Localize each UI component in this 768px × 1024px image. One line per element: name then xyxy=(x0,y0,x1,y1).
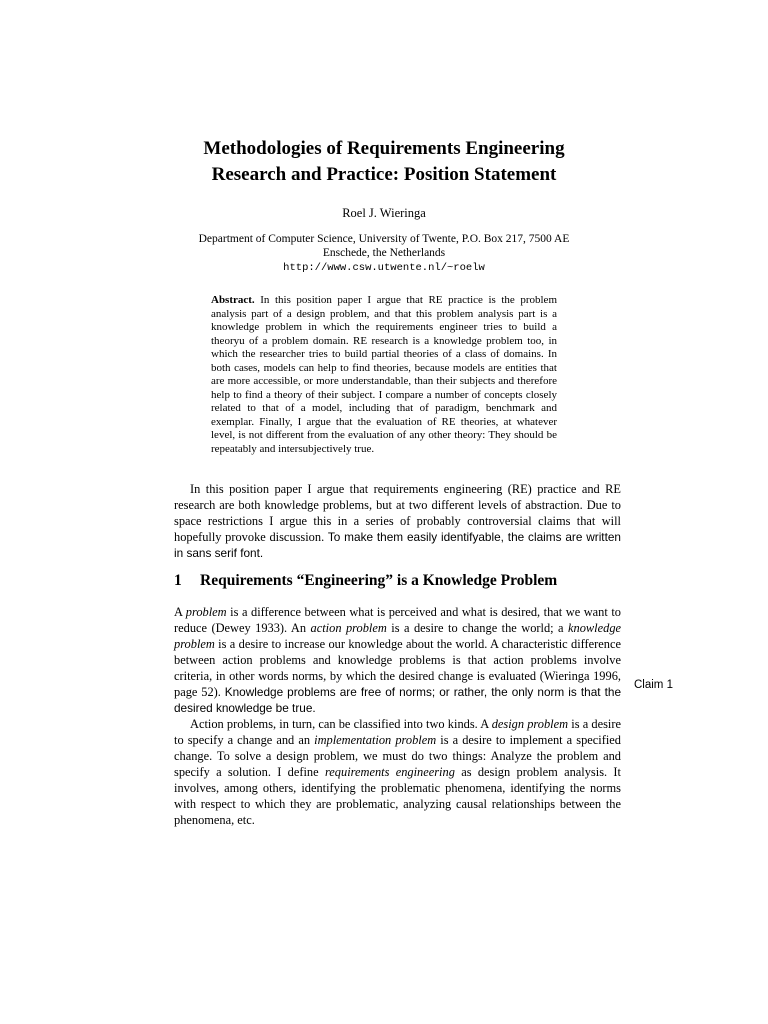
affiliation xyxy=(140,232,628,275)
paragraph-action-problems xyxy=(174,716,621,828)
term-implementation-problem: implementation problem xyxy=(314,733,437,747)
section-1-number: 1 xyxy=(174,572,182,589)
para1-text-4: is a desire to increase our knowledge about the world. A characteristic difference between action problems and knowledge problems is that action problems involve criteria, in other words norms, by which the desired change is evaluated (Wieringa 1996, page 52). xyxy=(174,637,621,699)
homepage-url[interactable]: http://www.csw.utwente.nl/~roelw xyxy=(283,262,485,274)
affiliation-line-2 xyxy=(140,246,628,275)
abstract xyxy=(211,294,557,456)
para1-text-1: A xyxy=(174,605,186,619)
paper-title xyxy=(120,136,648,188)
term-problem: problem xyxy=(185,605,227,619)
title-line-2: Research and Practice: Position Statement xyxy=(211,164,557,185)
abstract-text: In this position paper I argue that RE practice is the problem analysis part of a design problem, and that this problem analysis part is a knowledge problem in which the requirements engineer tries to build a theoryu of a problem domain. RE research is a knowledge problem too, in which the researcher tries to build partial theories of a class of domains. In both cases, models can help to find theories, because models are entities that are more accessible, or more understandable, than their subjects and therefore help to find a theory of their subject. I compare a number of concepts closely related to that of a model, including that of paradigm, benchmark and exemplar. Finally, I argue that the evaluation of RE theories, at whatever level, is not different from the evaluation of any other theory: They should be repeatably and intersubjectively true. xyxy=(211,294,557,455)
intro-text: In this position paper I argue that requirements engineering (RE) practice and RE research are both knowledge problems, but at two different levels of abstraction. Due to space restrictions I argue this in a series of probably controversial claims that will hopefully provoke discussion. xyxy=(174,482,621,544)
paragraph-problems xyxy=(174,604,621,716)
intro-paragraph xyxy=(174,481,621,561)
abstract-label: Abstract. xyxy=(211,294,255,306)
term-action-problem: action problem xyxy=(310,621,387,635)
term-requirements-engineering: requirements engineering xyxy=(324,765,455,779)
affiliation-line-1: Department of Computer Science, University of Twente, P.O. Box 217, 7500 AE xyxy=(198,233,570,245)
para2-text-4: as design problem analysis. It involves, among others, identifying the problematic phenomena, identifying the norms with respect to which they are problematic, analyzing causal relationships between the phenomena, etc. xyxy=(174,765,621,827)
section-1-heading xyxy=(174,571,634,591)
section-1-title: Requirements “Engineering” is a Knowledge Problem xyxy=(200,572,558,589)
para2-text-1: Action problems, in turn, can be classified into two kinds. A xyxy=(190,717,492,731)
intro-claim-note: To make them easily identifyable, the claims are written in sans serif font. xyxy=(174,530,621,560)
para1-text-2: is a difference between what is perceived and what is desired, that we want to reduce (Dewey 1933). An xyxy=(174,605,621,635)
para2-text-2: is a desire to specify a change and an xyxy=(174,717,621,747)
author-name: Roel J. Wieringa xyxy=(342,206,426,220)
claim-1-margin-note: Claim 1 xyxy=(634,679,673,691)
para2-text-3: is a desire to implement a specified change. To solve a design problem, we must do two things: Analyze the problem and specify a solution. I define xyxy=(174,733,621,779)
claim-1-text: Knowledge problems are free of norms; or rather, the only norm is that the desired knowledge be true. xyxy=(174,685,621,715)
term-knowledge-problem: knowledge problem xyxy=(174,621,622,651)
section-1-body xyxy=(174,604,621,828)
title-line-1: Methodologies of Requirements Engineering xyxy=(203,138,565,159)
term-design-problem: design problem xyxy=(491,717,569,731)
para1-text-3: is a desire to change the world; a xyxy=(386,621,569,635)
affiliation-city: Enschede, the Netherlands xyxy=(322,247,446,259)
